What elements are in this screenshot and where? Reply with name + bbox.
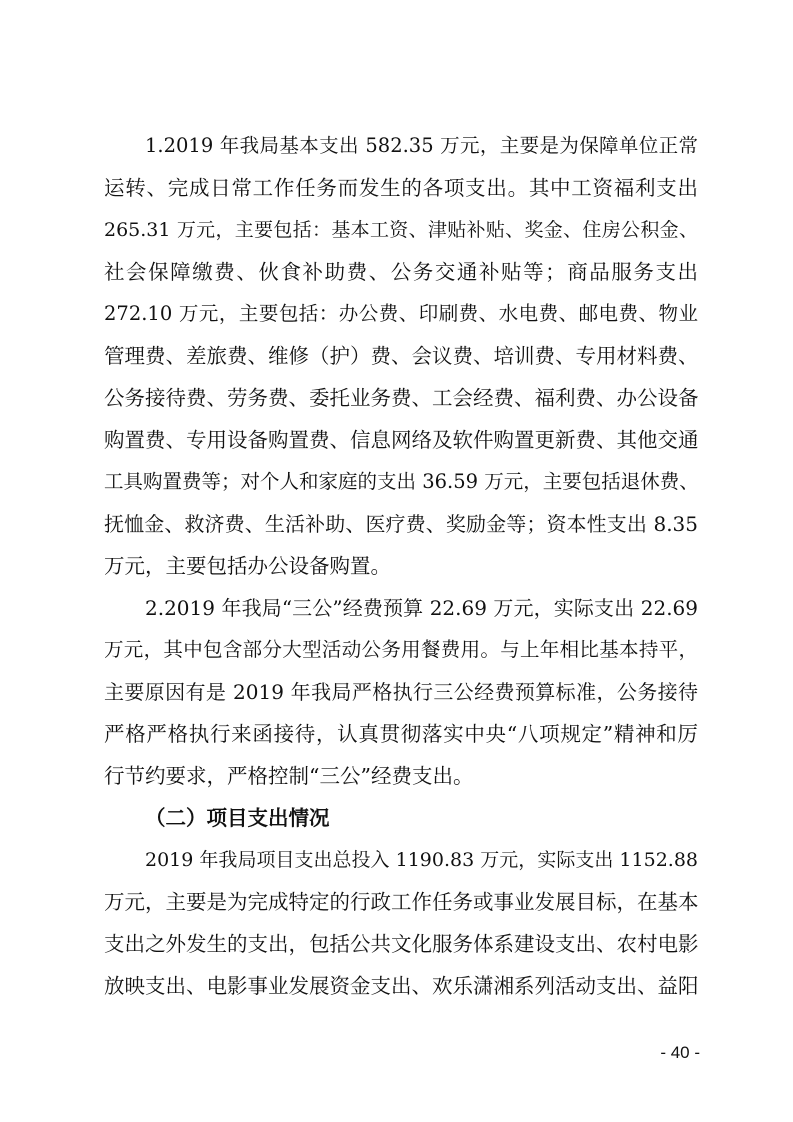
body-text-line: 2.2019 年我局“三公”经费预算 22.69 万元，实际支出 22.69 (145, 596, 698, 620)
section-heading: （二）项目支出情况 (145, 806, 330, 830)
body-text-line: 万元，其中包含部分大型活动公务用餐费用。与上年相比基本持平， (104, 638, 698, 661)
body-text-line: 严格严格执行来函接待，认真贯彻落实中央“八项规定”精神和厉 (104, 722, 698, 746)
body-text-line: 支出之外发生的支出，包括公共文化服务体系建设支出、农村电影 (104, 932, 699, 956)
body-text-line: 行节约要求，严格控制“三公”经费支出。 (104, 764, 474, 788)
body-text-line: 2019 年我局项目支出总投入 1190.83 万元，实际支出 1152.88 (145, 849, 698, 871)
body-text-line: 公务接待费、劳务费、委托业务费、工会经费、福利费、办公设备 (104, 386, 699, 410)
body-text-line: 万元，主要是为完成特定的行政工作任务或事业发展目标，在基本 (104, 890, 699, 914)
body-text-line: 1.2019 年我局基本支出 582.35 万元，主要是为保障单位正常 (145, 134, 698, 157)
body-text-line: 放映支出、电影事业发展资金支出、欢乐潇湘系列活动支出、益阳 (104, 974, 699, 998)
body-text-line: 抚恤金、救济费、生活补助、医疗费、奖励金等；资本性支出 8.35 (104, 512, 698, 536)
body-text-line: 购置费、专用设备购置费、信息网络及软件购置更新费、其他交通 (104, 428, 699, 452)
body-text-line: 272.10 万元，主要包括：办公费、印刷费、水电费、邮电费、物业 (104, 302, 698, 325)
body-text-line: 管理费、差旅费、维修（护）费、会议费、培训费、专用材料费、 (104, 344, 699, 368)
page-number: - 40 - (660, 1043, 700, 1062)
body-text-line: 265.31 万元，主要包括：基本工资、津贴补贴、奖金、住房公积金、 (104, 219, 698, 241)
body-text-line: 运转、完成日常工作任务而发生的各项支出。其中工资福利支出 (104, 176, 698, 200)
body-text-line: 主要原因有是 2019 年我局严格执行三公经费预算标准，公务接待 (104, 680, 698, 704)
body-text-line: 工具购置费等；对个人和家庭的支出 36.59 万元，主要包括退休费、 (104, 470, 699, 493)
body-text-line: 万元，主要包括办公设备购置。 (104, 554, 391, 578)
body-text-line: 社会保障缴费、伙食补助费、公务交通补贴等；商品服务支出 (104, 260, 698, 284)
